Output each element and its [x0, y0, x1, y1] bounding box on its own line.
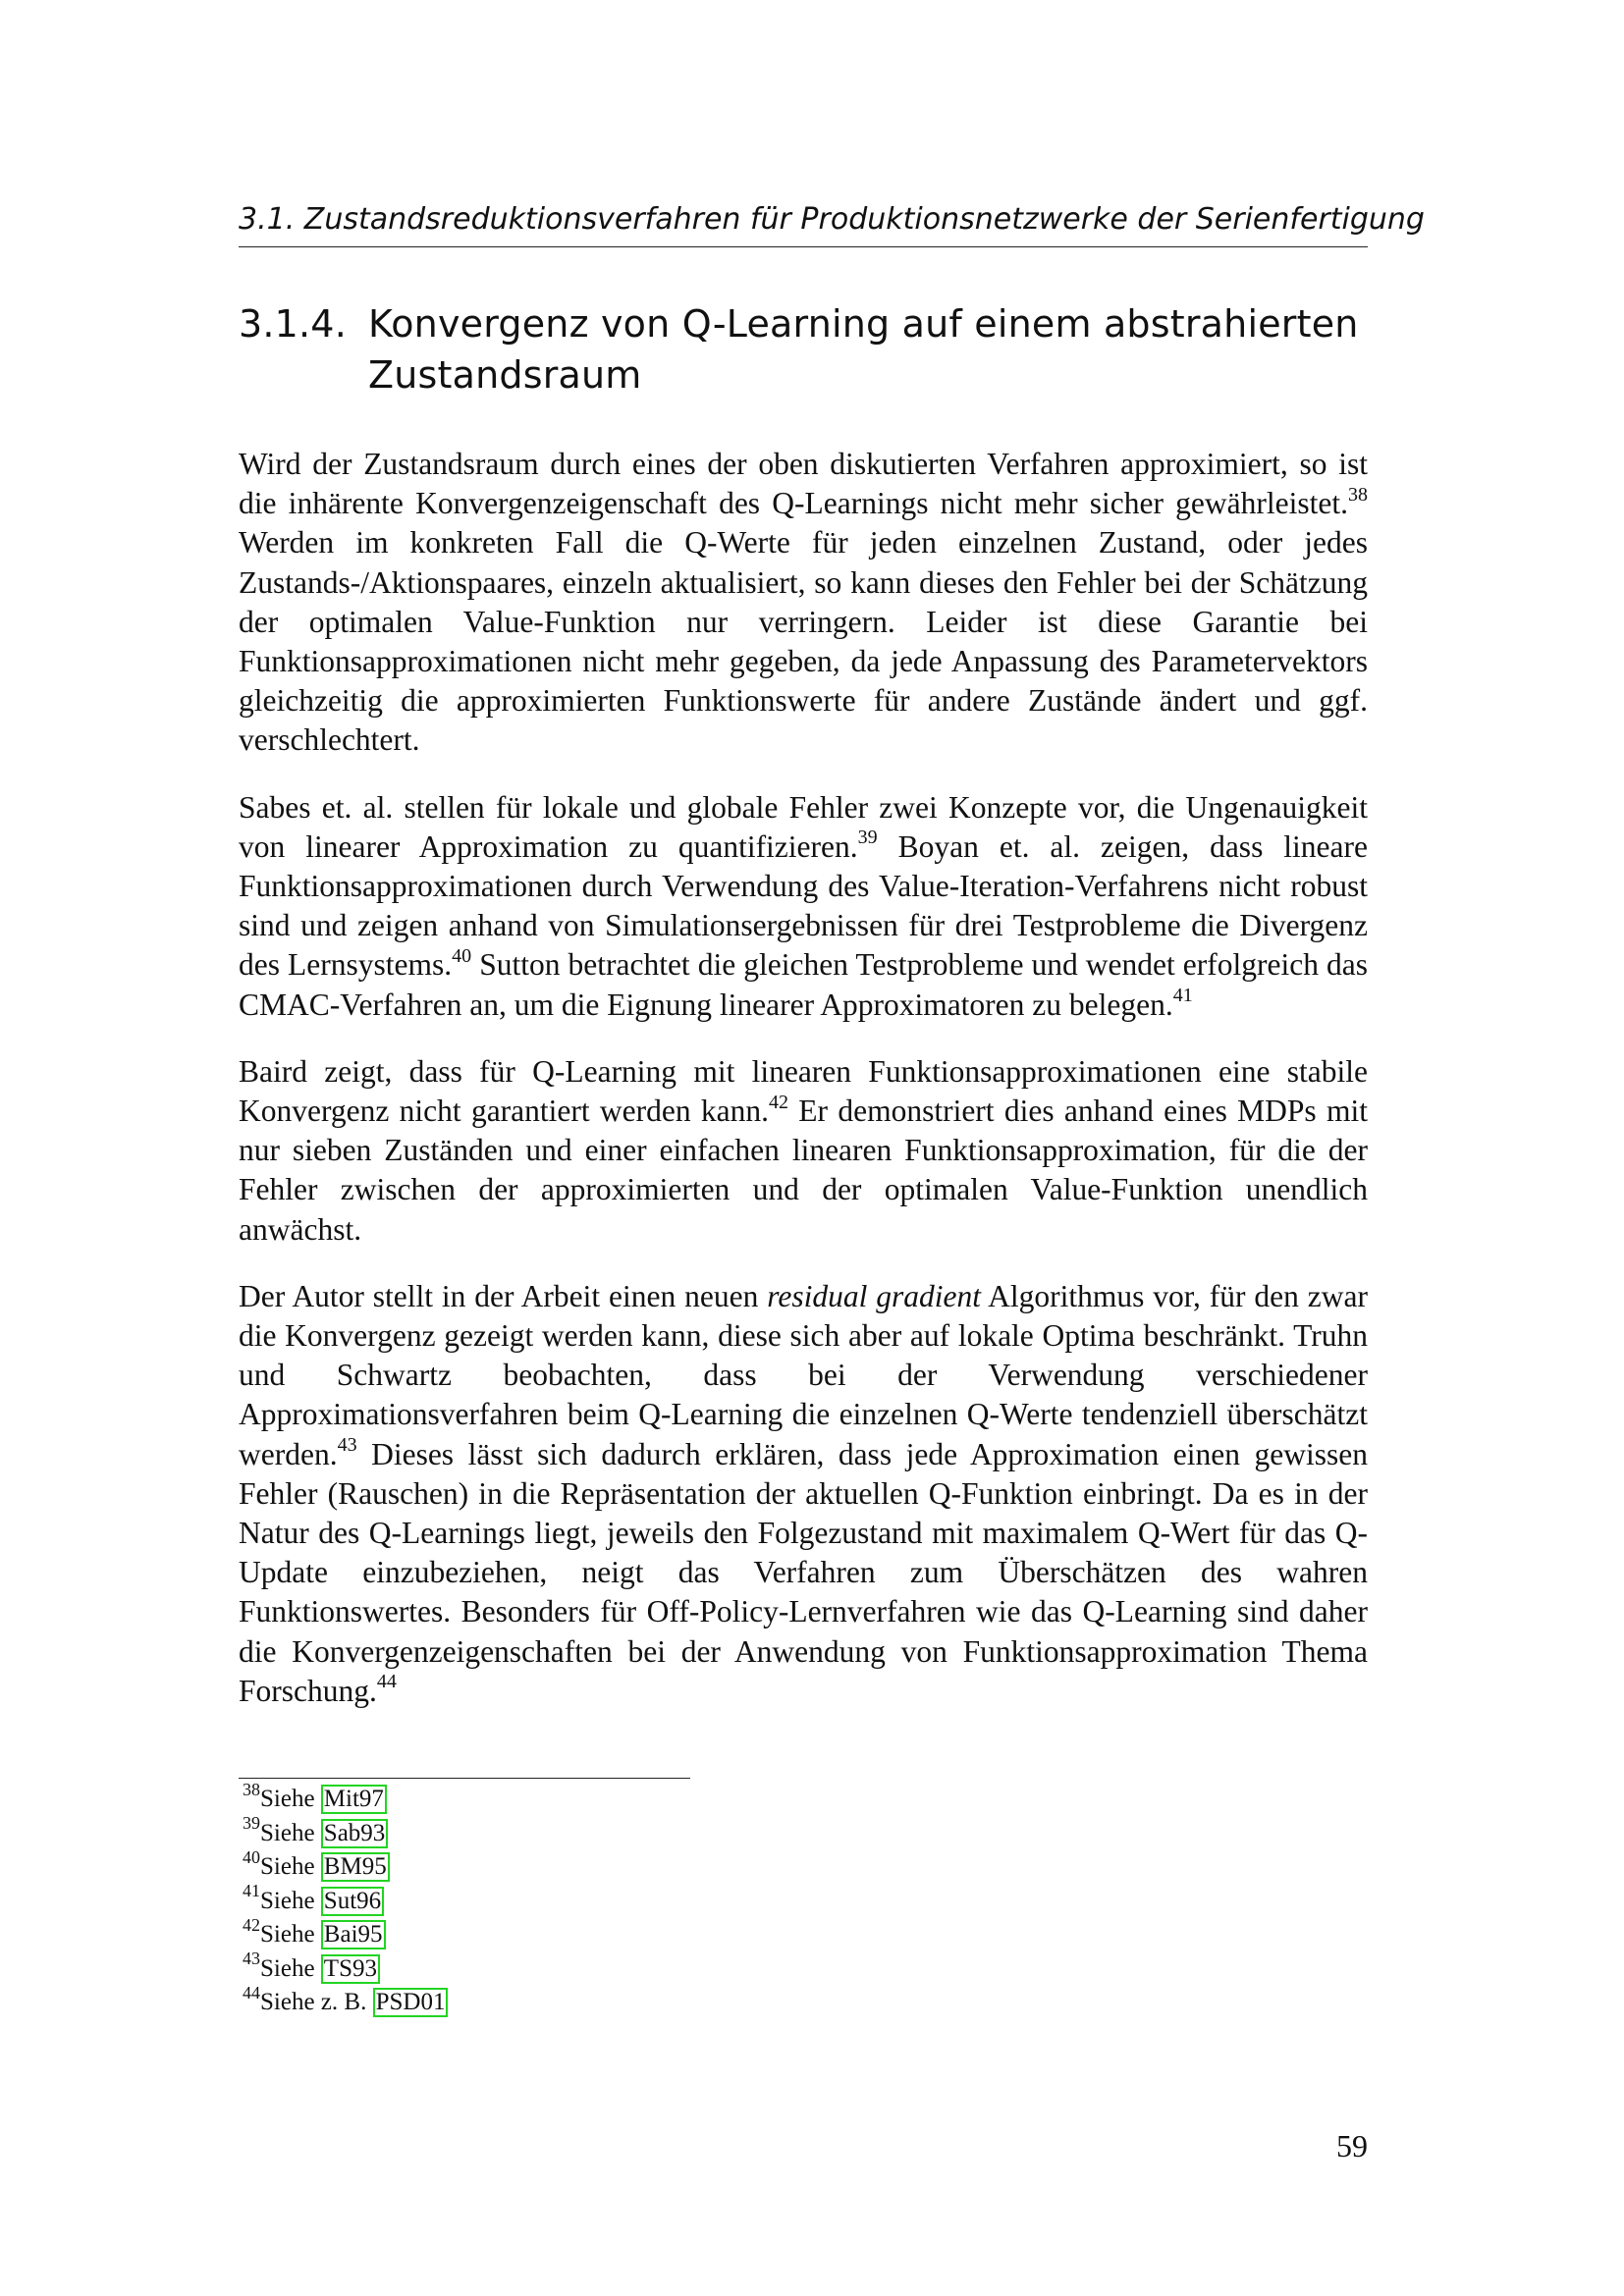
footnote-43	[243, 1949, 1126, 1987]
citation-link[interactable]: TS93	[321, 1954, 380, 1984]
paragraph-2-text-c: Sutton betrachtet die gleichen Testprobleme und wendet erfolgreich das CMAC-Verfahren an, um die Eignung linearer Approximatoren zu belegen.	[239, 947, 1368, 1022]
footnote-text: Siehe	[260, 1853, 321, 1880]
footnote-number: 42	[243, 1914, 260, 1935]
footnote-38	[243, 1779, 1126, 1817]
footnote-rule	[239, 1778, 690, 1779]
body-text	[239, 445, 1368, 1738]
paragraph-4	[239, 1277, 1368, 1711]
paragraph-2-text-a: Sabes et. al. stellen für lokale und globale Fehler zwei Konzepte vor, die Ungenauigkeit von linearer Approximation zu quantifizieren.	[239, 789, 1368, 864]
paragraph-3-text-a: Baird zeigt, dass für Q-Learning mit linearen Funktionsapproximationen eine stabile Konvergenz nicht garantiert werden kann.	[239, 1053, 1368, 1129]
footnote-39	[243, 1813, 1126, 1851]
footnote-text: Siehe	[260, 1786, 321, 1812]
paragraph-4-emphasis: residual gradient	[767, 1278, 981, 1313]
paragraph-2-text-b: Boyan et. al. zeigen, dass lineare Funktionsapproximationen durch Verwendung des Value-Iteration-Verfahrens nicht robust sind und zeigen anhand von Simulationsergebnissen für drei Testprobleme die Divergenz des Lernsystems.	[239, 828, 1368, 983]
footnote-text: Siehe z. B.	[260, 1989, 373, 2015]
citation-link[interactable]: Sab93	[321, 1819, 389, 1848]
citation-link[interactable]: Mit97	[321, 1785, 387, 1814]
footnote-41	[243, 1881, 1126, 1919]
citation-link[interactable]: PSD01	[373, 1988, 449, 2017]
citation-link[interactable]: Sut96	[321, 1887, 384, 1916]
footnote-text: Siehe	[260, 1887, 321, 1914]
footnote-ref-41[interactable]: 41	[1172, 985, 1193, 1007]
paragraph-1-text-b: Werden im konkreten Fall die Q-Werte für jeden einzelnen Zustand, oder jedes Zustands-/Aktionspaares, einzeln aktualisiert, so kann dieses den Fehler bei der Schätzung der optimalen Value-Funktion nur verringern. Leider ist diese Garantie bei Funktionsapproximationen nicht mehr gegeben, da jede Anpassung des Parametervektors gleichzeitig die approximierten Funktionswerte für andere Zustände ändert und ggf. verschlechtert.	[239, 525, 1368, 758]
section-title-line2: Zustandsraum	[368, 353, 642, 397]
footnote-ref-38[interactable]: 38	[1348, 483, 1368, 506]
paragraph-1	[239, 445, 1368, 761]
citation-link[interactable]: Bai95	[321, 1920, 386, 1949]
footnote-ref-43[interactable]: 43	[337, 1434, 357, 1457]
footnote-42	[243, 1914, 1126, 1952]
footnote-ref-44[interactable]: 44	[376, 1671, 397, 1693]
page	[239, 0, 1425, 2296]
paragraph-4-text-b: Algorithmus vor, für den zwar die Konvergenz gezeigt werden kann, diese sich aber auf lokale Optima beschränkt. Truhn und Schwartz beobachten, dass bei der Verwendung verschiedener Approximationsverfahren beim Q-Learning die einzelnen Q-Werte tendenziell überschätzt werden.	[239, 1278, 1369, 1471]
footnote-ref-40[interactable]: 40	[452, 944, 472, 967]
header-rule	[239, 246, 1368, 247]
paragraph-4-text-a: Der Autor stellt in der Arbeit einen neuen	[239, 1278, 768, 1313]
footnote-text: Siehe	[260, 1819, 321, 1846]
paragraph-3-text-b: Er demonstriert dies anhand eines MDPs mit nur sieben Zuständen und einer einfachen linearen Funktionsapproximation, für die der Fehler zwischen der approximierten und der optimalen Value-Funktion unendlich anwächst.	[239, 1094, 1368, 1247]
footnotes	[243, 1779, 1126, 2020]
running-head: 3.1. Zustandsreduktionsverfahren für Produktionsnetzwerke der Serienfertigung	[239, 202, 1425, 237]
footnote-40	[243, 1846, 1126, 1885]
footnote-number: 38	[243, 1779, 260, 1799]
footnote-number: 43	[243, 1949, 260, 1969]
footnote-text: Siehe	[260, 1921, 321, 1948]
section-title-line1: Konvergenz von Q-Learning auf einem abstrahierten	[368, 302, 1359, 346]
paragraph-4-text-c: Dieses lässt sich dadurch erklären, dass jede Approximation einen gewissen Fehler (Rauschen) in die Repräsentation der aktuellen Q-Funktion einbringt. Da es in der Natur des Q-Learnings liegt, jeweils den Folgezustand mit maximalem Q-Wert für das Q-Update einzubeziehen, neigt das Verfahren zum Überschätzen des wahren Funktionswertes. Besonders für Off-Policy-Lernverfahren wie das Q-Learning sind daher die Konvergenzeigenschaften bei der Anwendung von Funktionsapproximation Thema Forschung.	[239, 1436, 1368, 1708]
paragraph-3	[239, 1052, 1368, 1250]
footnote-number: 44	[243, 1982, 260, 2002]
footnote-ref-39[interactable]: 39	[857, 827, 878, 849]
page-number: 59	[1336, 2128, 1368, 2163]
citation-link[interactable]: BM95	[321, 1852, 390, 1882]
paragraph-1-text-a: Wird der Zustandsraum durch eines der oben diskutierten Verfahren approximiert, so ist die inhärente Konvergenzeigenschaft des Q-Learnings nicht mehr sicher gewährleistet.	[239, 447, 1368, 521]
footnote-ref-42[interactable]: 42	[769, 1091, 789, 1113]
footnote-44	[243, 1982, 1126, 2020]
footnote-number: 40	[243, 1846, 260, 1867]
section-title	[239, 298, 1368, 400]
section-number: 3.1.4.	[239, 302, 347, 346]
footnote-text: Siehe	[260, 1954, 321, 1982]
footnote-number: 39	[243, 1813, 260, 1834]
footnote-number: 41	[243, 1881, 260, 1901]
paragraph-2	[239, 788, 1368, 1025]
